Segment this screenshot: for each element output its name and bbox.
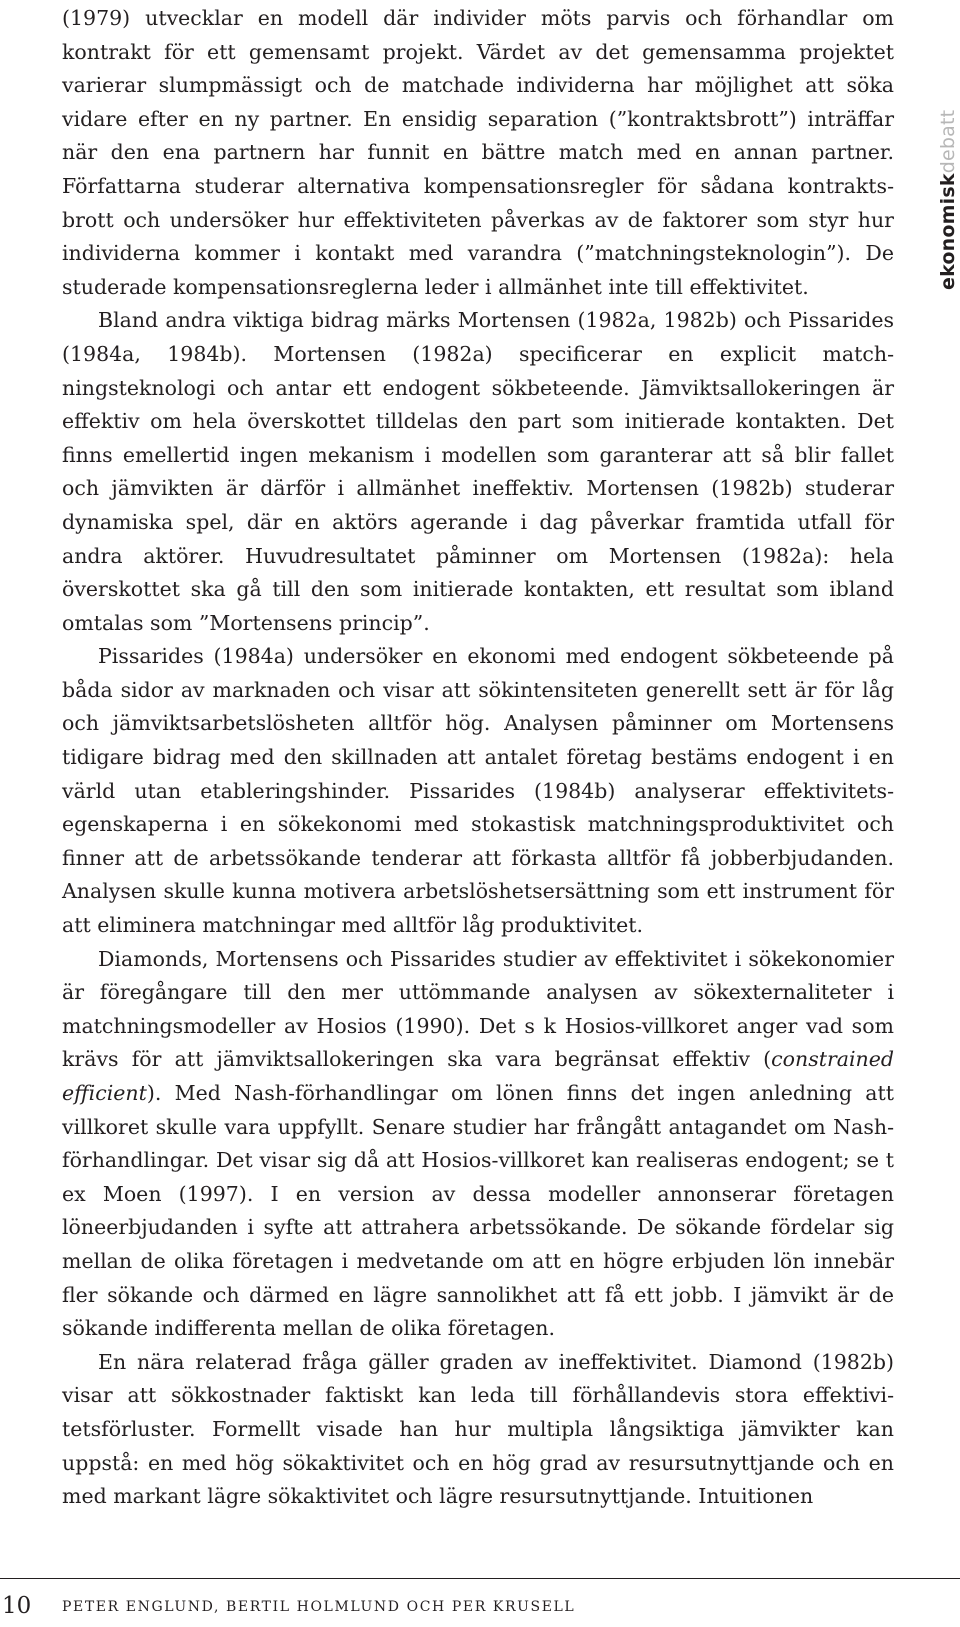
- paragraph-5: En nära relaterad fråga gäller graden av ineffektivitet. Diamond (1982b) visar att sökkostnader faktiskt kan leda till förhållandevis stora effektivitetsförluster. Formellt visade han hur multipla långsiktiga jämvikter kan uppstå: en med hög sökaktivitet och en hög grad av resursutnyttjande och en med markant lägre sökaktivitet och lägre resursutnyttjande. Intuitionen: [62, 1349, 894, 1509]
- journal-side-tab: [938, 110, 958, 290]
- journal-name-light: debatt: [937, 109, 959, 174]
- page-number: 10: [2, 1593, 32, 1619]
- paragraph-4-text-a: Diamonds, Mortensens och Pissarides studier av effektivitet i sökekonomier är föregångare till den mer uttömmande analysen av sökexternaliteter i matchningsmodeller av Hosios (1990). Det s k Hosios-villkoret anger vad som krävs för att jämviktsallokeringen ska vara begränsat effektiv (: [62, 946, 894, 1072]
- article-body: [62, 2, 894, 1514]
- paragraph-4: [62, 943, 894, 1346]
- journal-name-bold: ekonomisk: [937, 173, 959, 290]
- paragraph-2: Bland andra viktiga bidrag märks Mortensen (1982a, 1982b) och Pissarides (1984a, 1984b). Mortensen (1982a) specificerar en explicit matchningsteknologi och antar ett endogent sökbeteende. Jämviktsallokeringen är effektiv om hela överskottet tilldelas den part som initierade kontakten. Det finns emellertid ingen mekanism i modellen som garanterar att så blir fallet och jämvikten är därför i allmänhet ineffektiv. Mortensen (1982b) studerar dynamiska spel, där en aktörs agerande i dag påverkar framtida utfall för andra aktörer. Huvudresultatet påminner om Mortensen (1982a): hela överskottet ska gå till den som initierade kontakten, ett resultat som ibland omtalas som ”Mortensens princip”.: [62, 308, 894, 635]
- paragraph-4-italic-term: constrained efficient: [62, 1047, 894, 1105]
- paragraph-3: Pissarides (1984a) undersöker en ekonomi med endogent sökbeteende på båda sidor av marknaden och visar att sökintensiteten generellt sett är för låg och jämviktsarbetslösheten alltför hög. Analysen påminner om Mortensens tidigare bidrag med den skillnaden att antalet företag bestäms endogent i en värld utan etableringshinder. Pissarides (1984b) analyserar effektivitetsegenskaperna i en sökekonomi med stokastisk matchningsproduktivitet och finner att de arbetssökande tenderar att förkasta alltför få jobberbjudanden. Analysen skulle kunna motivera arbetslöshetsersättning som ett instrument för att eliminera matchningar med alltför låg produktivitet.: [62, 644, 894, 938]
- footer-divider: [0, 1578, 960, 1579]
- running-footer-authors: PETER ENGLUND, BERTIL HOLMLUND OCH PER KRUSELL: [62, 1599, 576, 1615]
- paragraph-1: (1979) utvecklar en modell där individer möts parvis och förhandlar om kontrakt för ett gemensamt projekt. Värdet av det gemensamma projektet varierar slumpmässigt och de matchade individerna har möjlighet att söka vidare efter en ny partner. En ensidig separation (”kontraktsbrott”) inträffar när den ena partnern har funnit en bättre match med en annan partner. Författarna studerar alternativa kompensationsregler för sådana kontraktsbrott och undersöker hur effektiviteten påverkas av de faktorer som styr hur individerna kommer i kontakt med varandra (”matchningsteknologin”). De studerade kompensationsreglerna leder i allmänhet inte till effektivitet.: [62, 6, 894, 299]
- paragraph-4-text-b: ). Med Nash-förhandlingar om lönen finns det ingen anledning att villkoret skulle vara uppfyllt. Senare studier har frångått antagandet om Nash-förhandlingar. Det visar sig då att Hosios-villkoret kan realiseras endogent; se t ex Moen (1997). I en version av dessa modeller annonserar företagen löneerbjudanden i syfte att attrahera arbetssökande. De sökande fördelar sig mellan de olika företagen i medvetande om att en högre erbjuden lön innebär fler sökande och därmed en lägre sannolikhet att få ett jobb. I jämvikt är de sökande indifferenta mellan de olika företagen.: [62, 1081, 894, 1341]
